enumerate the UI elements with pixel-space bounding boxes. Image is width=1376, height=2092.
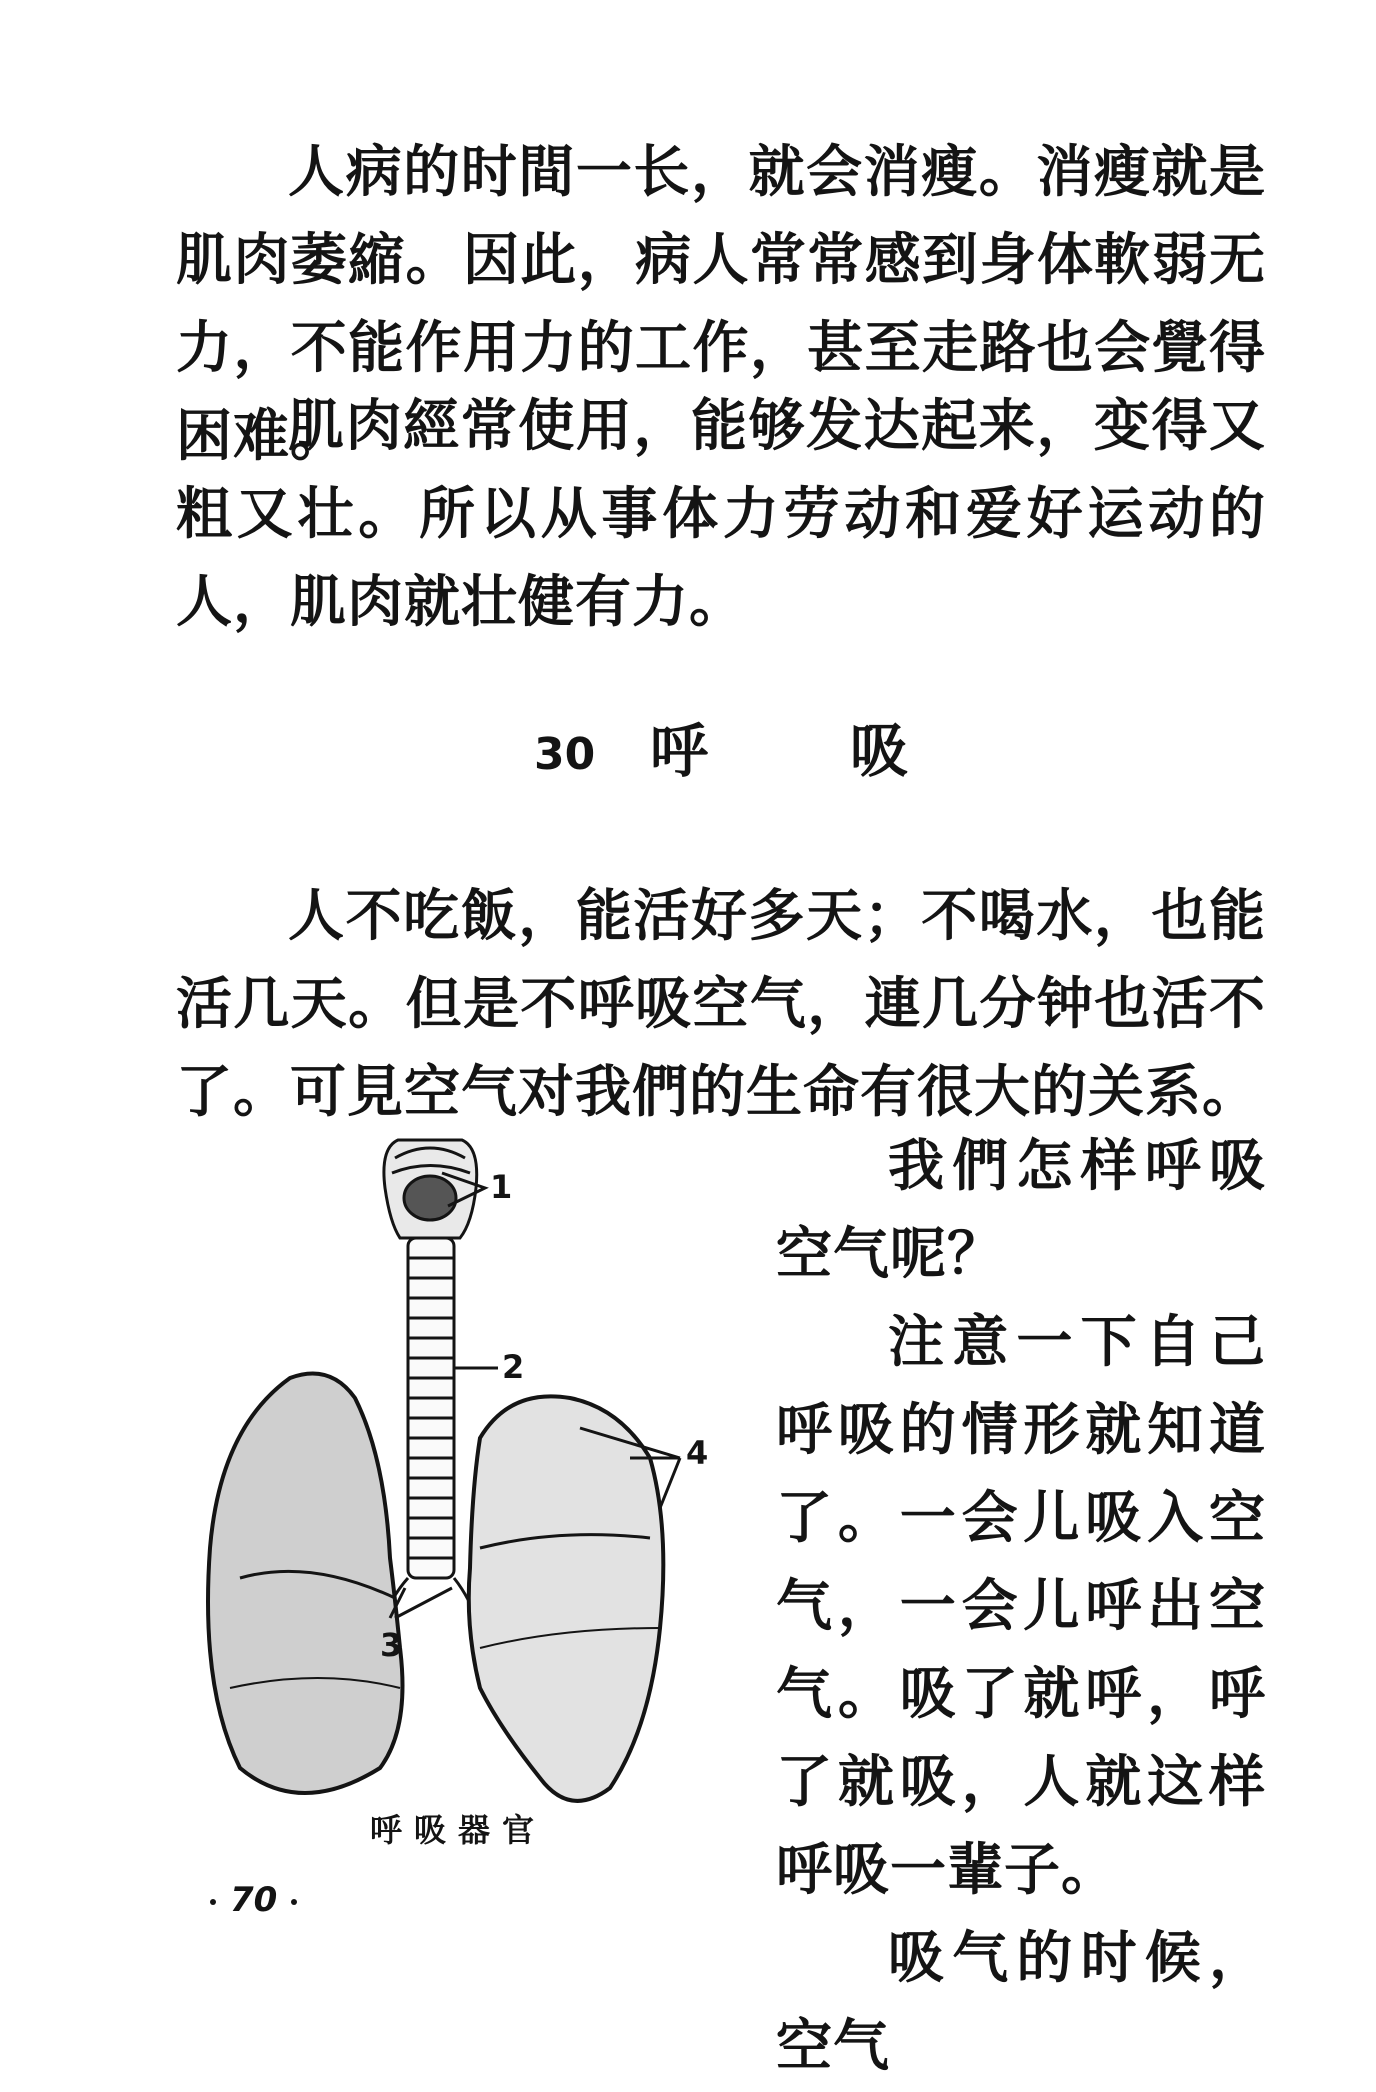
paragraph-muscle-exercise: 肌肉經常使用，能够发达起来，变得又粗又壮。所以从事体力劳动和爱好运动的人，肌肉就壮健有力。 xyxy=(176,393,1266,635)
paragraph-inhale-start: 吸气的时候，空气 xyxy=(776,1925,1266,2079)
page-number-dot-right xyxy=(291,1899,297,1905)
paragraph-breathing-cycle: 注意一下自己呼吸的情形就知道了。一会儿吸入空气，一会儿呼出空气。吸了就呼，呼了就吸，人就这样呼吸一輩子。 xyxy=(776,1309,1266,1903)
paragraph-question: 我們怎样呼吸空气呢？ xyxy=(776,1133,1266,1287)
figure-caption: 呼吸器官 xyxy=(370,1811,547,1849)
left-lung-drawing xyxy=(208,1374,403,1794)
section-number: 30 xyxy=(534,729,596,780)
side-text-column xyxy=(776,1122,1266,2090)
trachea-drawing xyxy=(380,1238,480,1628)
label-2: 2 xyxy=(502,1348,525,1386)
larynx-drawing xyxy=(384,1140,477,1238)
label-3: 3 xyxy=(380,1626,403,1664)
section-title-char-1: 呼 xyxy=(650,717,709,785)
respiratory-organs-illustration xyxy=(180,1128,740,1818)
page-number xyxy=(196,1880,311,1920)
label-4: 4 xyxy=(686,1434,709,1472)
section-title-char-2: 吸 xyxy=(850,717,909,785)
label-1: 1 xyxy=(490,1168,513,1206)
page-number-dot-left xyxy=(210,1899,216,1905)
section-heading xyxy=(530,706,950,796)
paragraph-breathing-importance: 人不吃飯，能活好多天；不喝水，也能活几天。但是不呼吸空气，連几分钟也活不了。可見空气对我們的生命有很大的关系。 xyxy=(176,883,1266,1125)
paragraph-muscle-atrophy: 人病的时間一长，就会消瘦。消瘦就是肌肉萎縮。因此，病人常常感到身体軟弱无力，不能作用力的工作，甚至走路也会覺得困难。 xyxy=(176,139,1266,469)
page-number-value: 70 xyxy=(230,1880,278,1920)
